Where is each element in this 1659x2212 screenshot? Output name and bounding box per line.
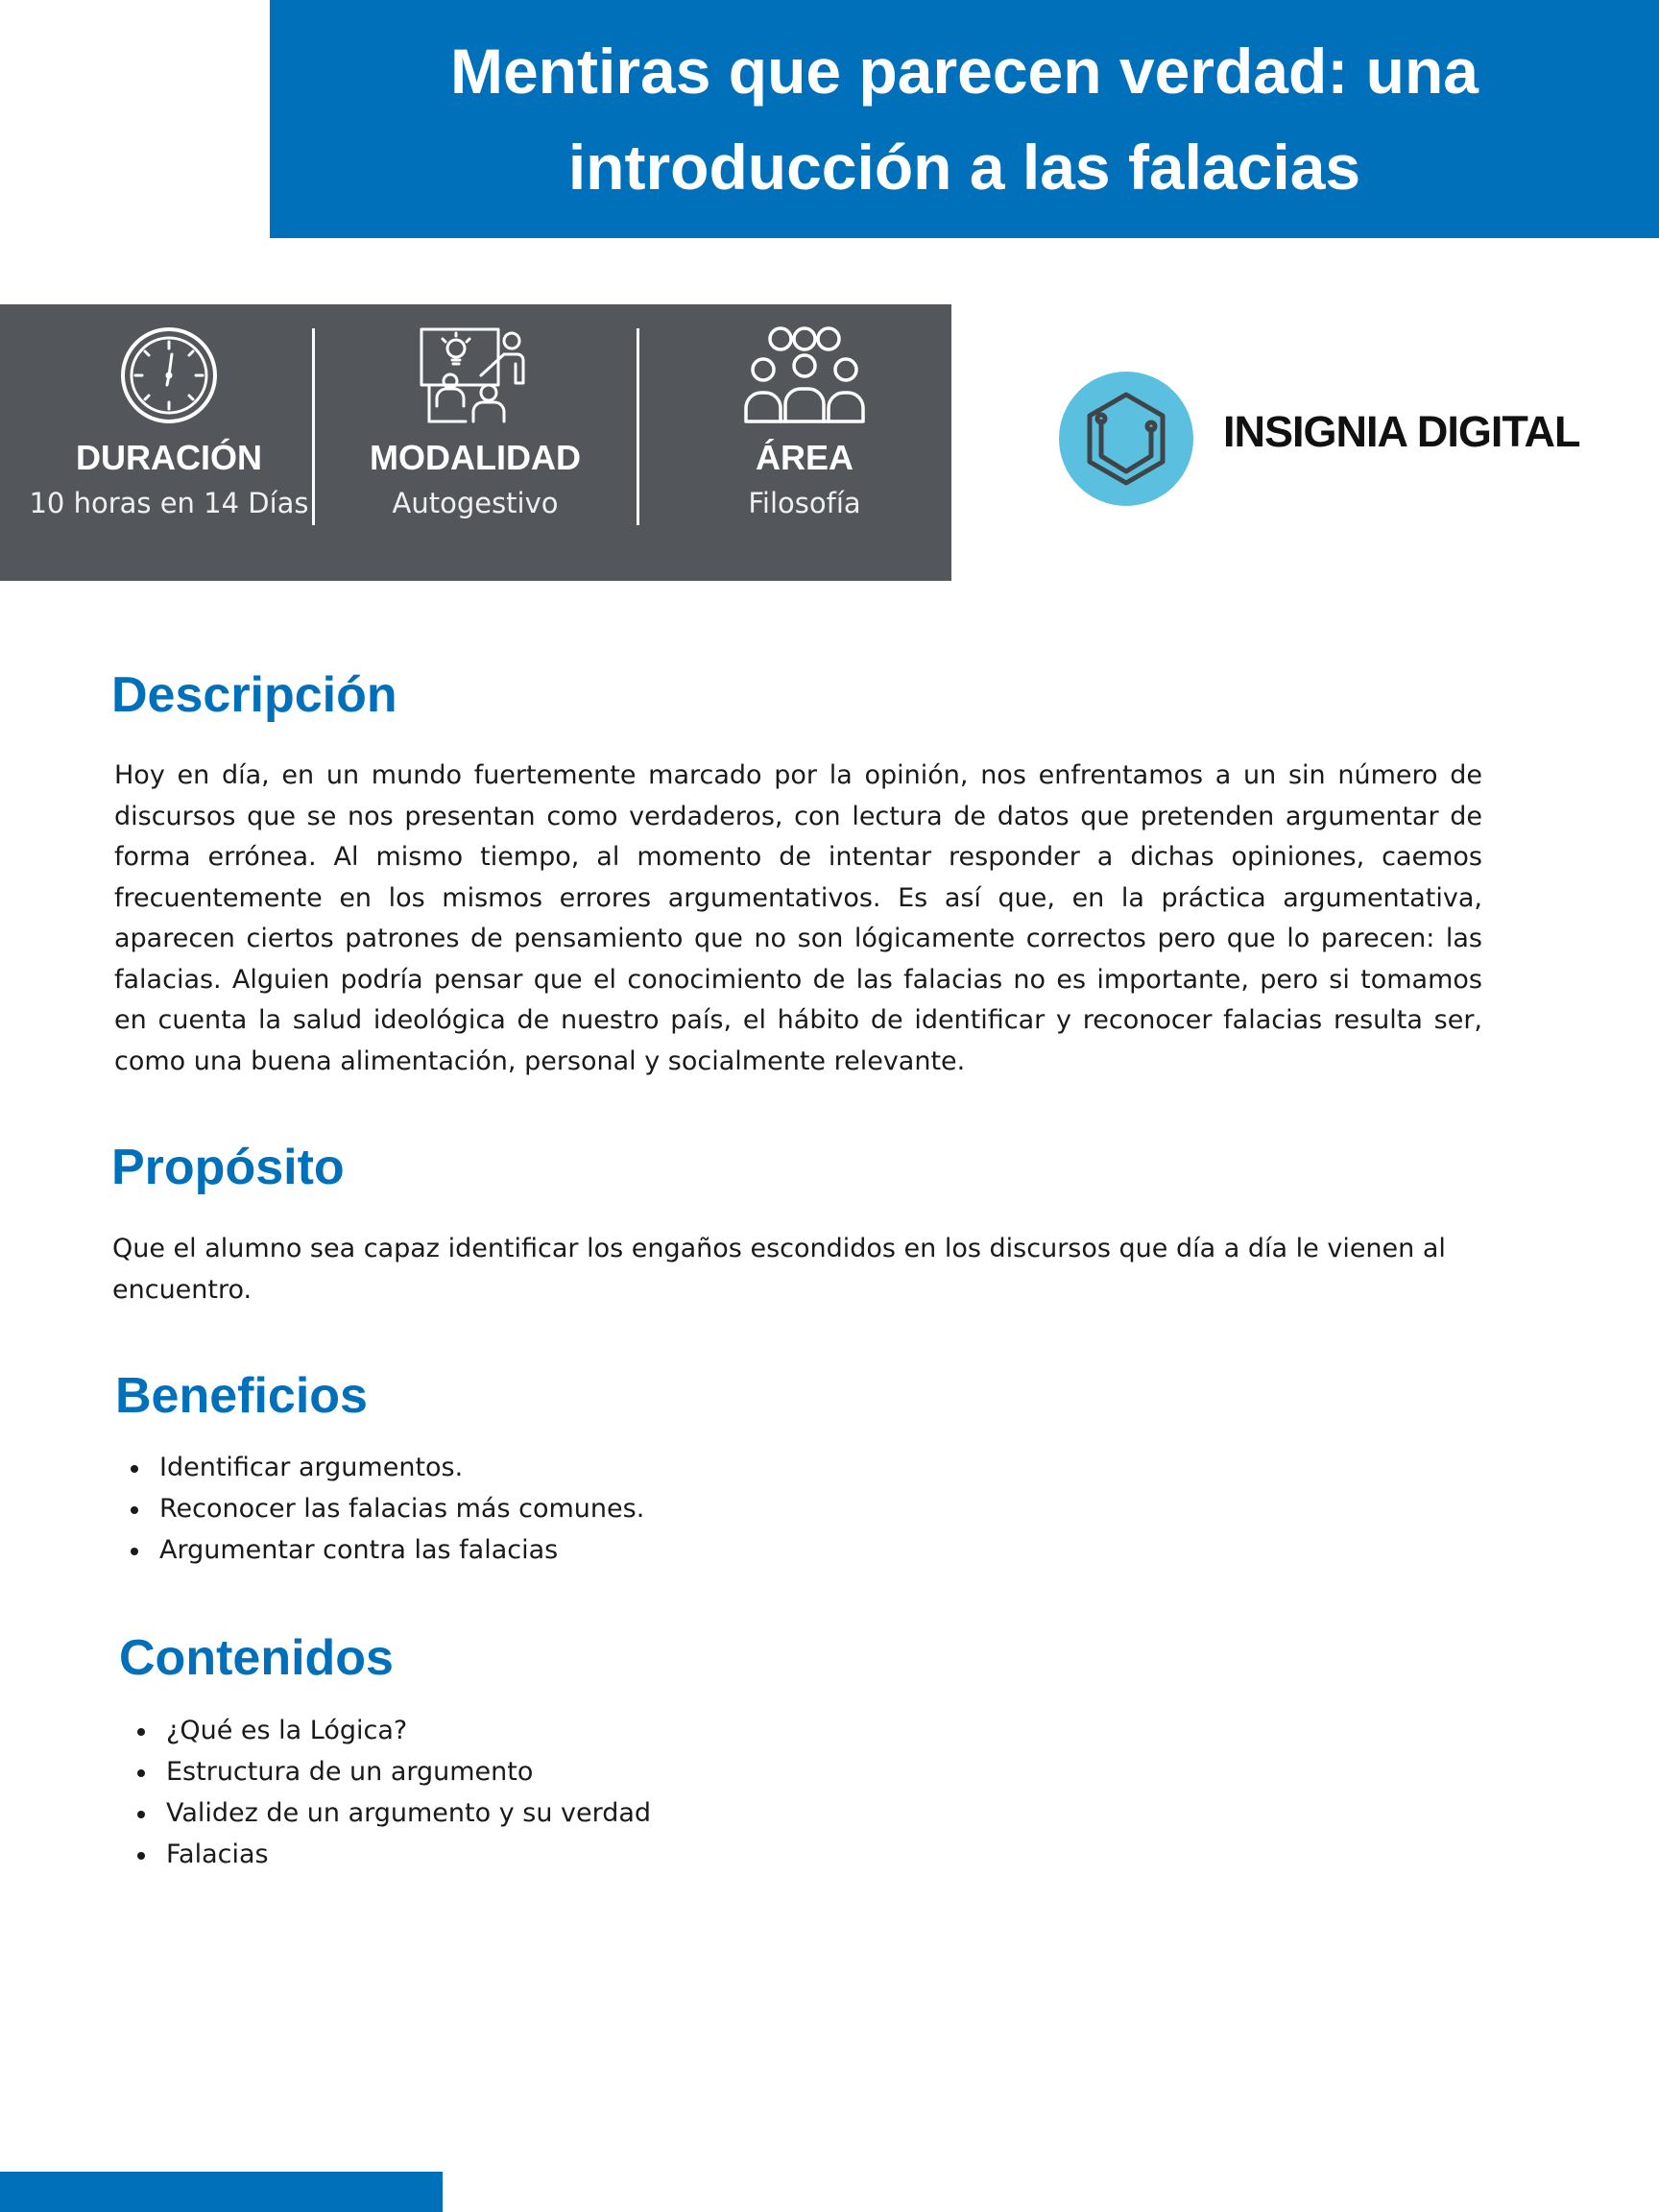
duration-value: 10 horas en 14 Días xyxy=(29,487,309,519)
purpose-text: Que el alumno sea capaz identificar los engaños escondidos en los discursos que día a día le vienen al encuentro. xyxy=(112,1234,1446,1305)
digital-badge xyxy=(1058,369,1634,513)
area-block xyxy=(637,304,972,581)
modality-label: MODALIDAD xyxy=(370,438,581,477)
modality-value: Autogestivo xyxy=(392,487,559,519)
badge-circle xyxy=(1059,372,1193,506)
description-title: Descripción xyxy=(111,667,397,723)
area-value: Filosofía xyxy=(748,487,861,519)
benefits-list xyxy=(127,1447,991,1571)
duration-label: DURACIÓN xyxy=(76,438,262,477)
footer-accent-bar xyxy=(0,2172,443,2212)
duration-block xyxy=(0,304,338,581)
list-item: Reconocer las falacias más comunes. xyxy=(127,1488,991,1529)
purpose-title: Propósito xyxy=(111,1140,345,1195)
list-item: ¿Qué es la Lógica? xyxy=(133,1710,998,1751)
title-banner xyxy=(270,0,1659,238)
teacher-presentation-icon xyxy=(418,325,533,429)
benefits-title: Beneficios xyxy=(115,1368,368,1424)
group-people-icon xyxy=(742,325,867,429)
list-item: Argumentar contra las falacias xyxy=(127,1529,991,1571)
list-item: Falacias xyxy=(133,1834,998,1875)
contents-list xyxy=(133,1710,998,1875)
course-title: Mentiras que parecen verdad: una introducción a las falacias xyxy=(450,36,1479,203)
hexagon-circuit-icon xyxy=(1059,372,1193,506)
list-item: Validez de un argumento y su verdad xyxy=(133,1792,998,1834)
contents-title: Contenidos xyxy=(119,1630,394,1686)
badge-label: INSIGNIA DIGITAL xyxy=(1223,407,1580,456)
area-label: ÁREA xyxy=(755,438,854,477)
list-item: Estructura de un argumento xyxy=(133,1751,998,1792)
description-text: Hoy en día, en un mundo fuertemente marcado por la opinión, nos enfrentamos a un sin número de discursos que se nos presentan como verdaderos, con lectura de datos que pretenden argumentar de forma errónea. Al mismo tiempo, al momento de intentar responder a dichas opiniones, caemos frecuentemente en los mismos errores argumentativos. Es así que, en la práctica argumentativa, aparecen ciertos patrones de pensamiento que no son lógicamente correctos pero que lo parecen: las falacias. Alguien podría pensar que el conocimiento de las falacias no es importante, pero si tomamos en cuenta la salud ideológica de nuestro país, el hábito de identificar y reconocer falacias resulta ser, como una buena alimentación, personal y socialmente relevante. xyxy=(114,760,1482,1076)
modality-block xyxy=(313,304,637,581)
clock-icon xyxy=(119,325,219,429)
course-info-band xyxy=(0,304,951,581)
list-item: Identificar argumentos. xyxy=(127,1447,991,1488)
